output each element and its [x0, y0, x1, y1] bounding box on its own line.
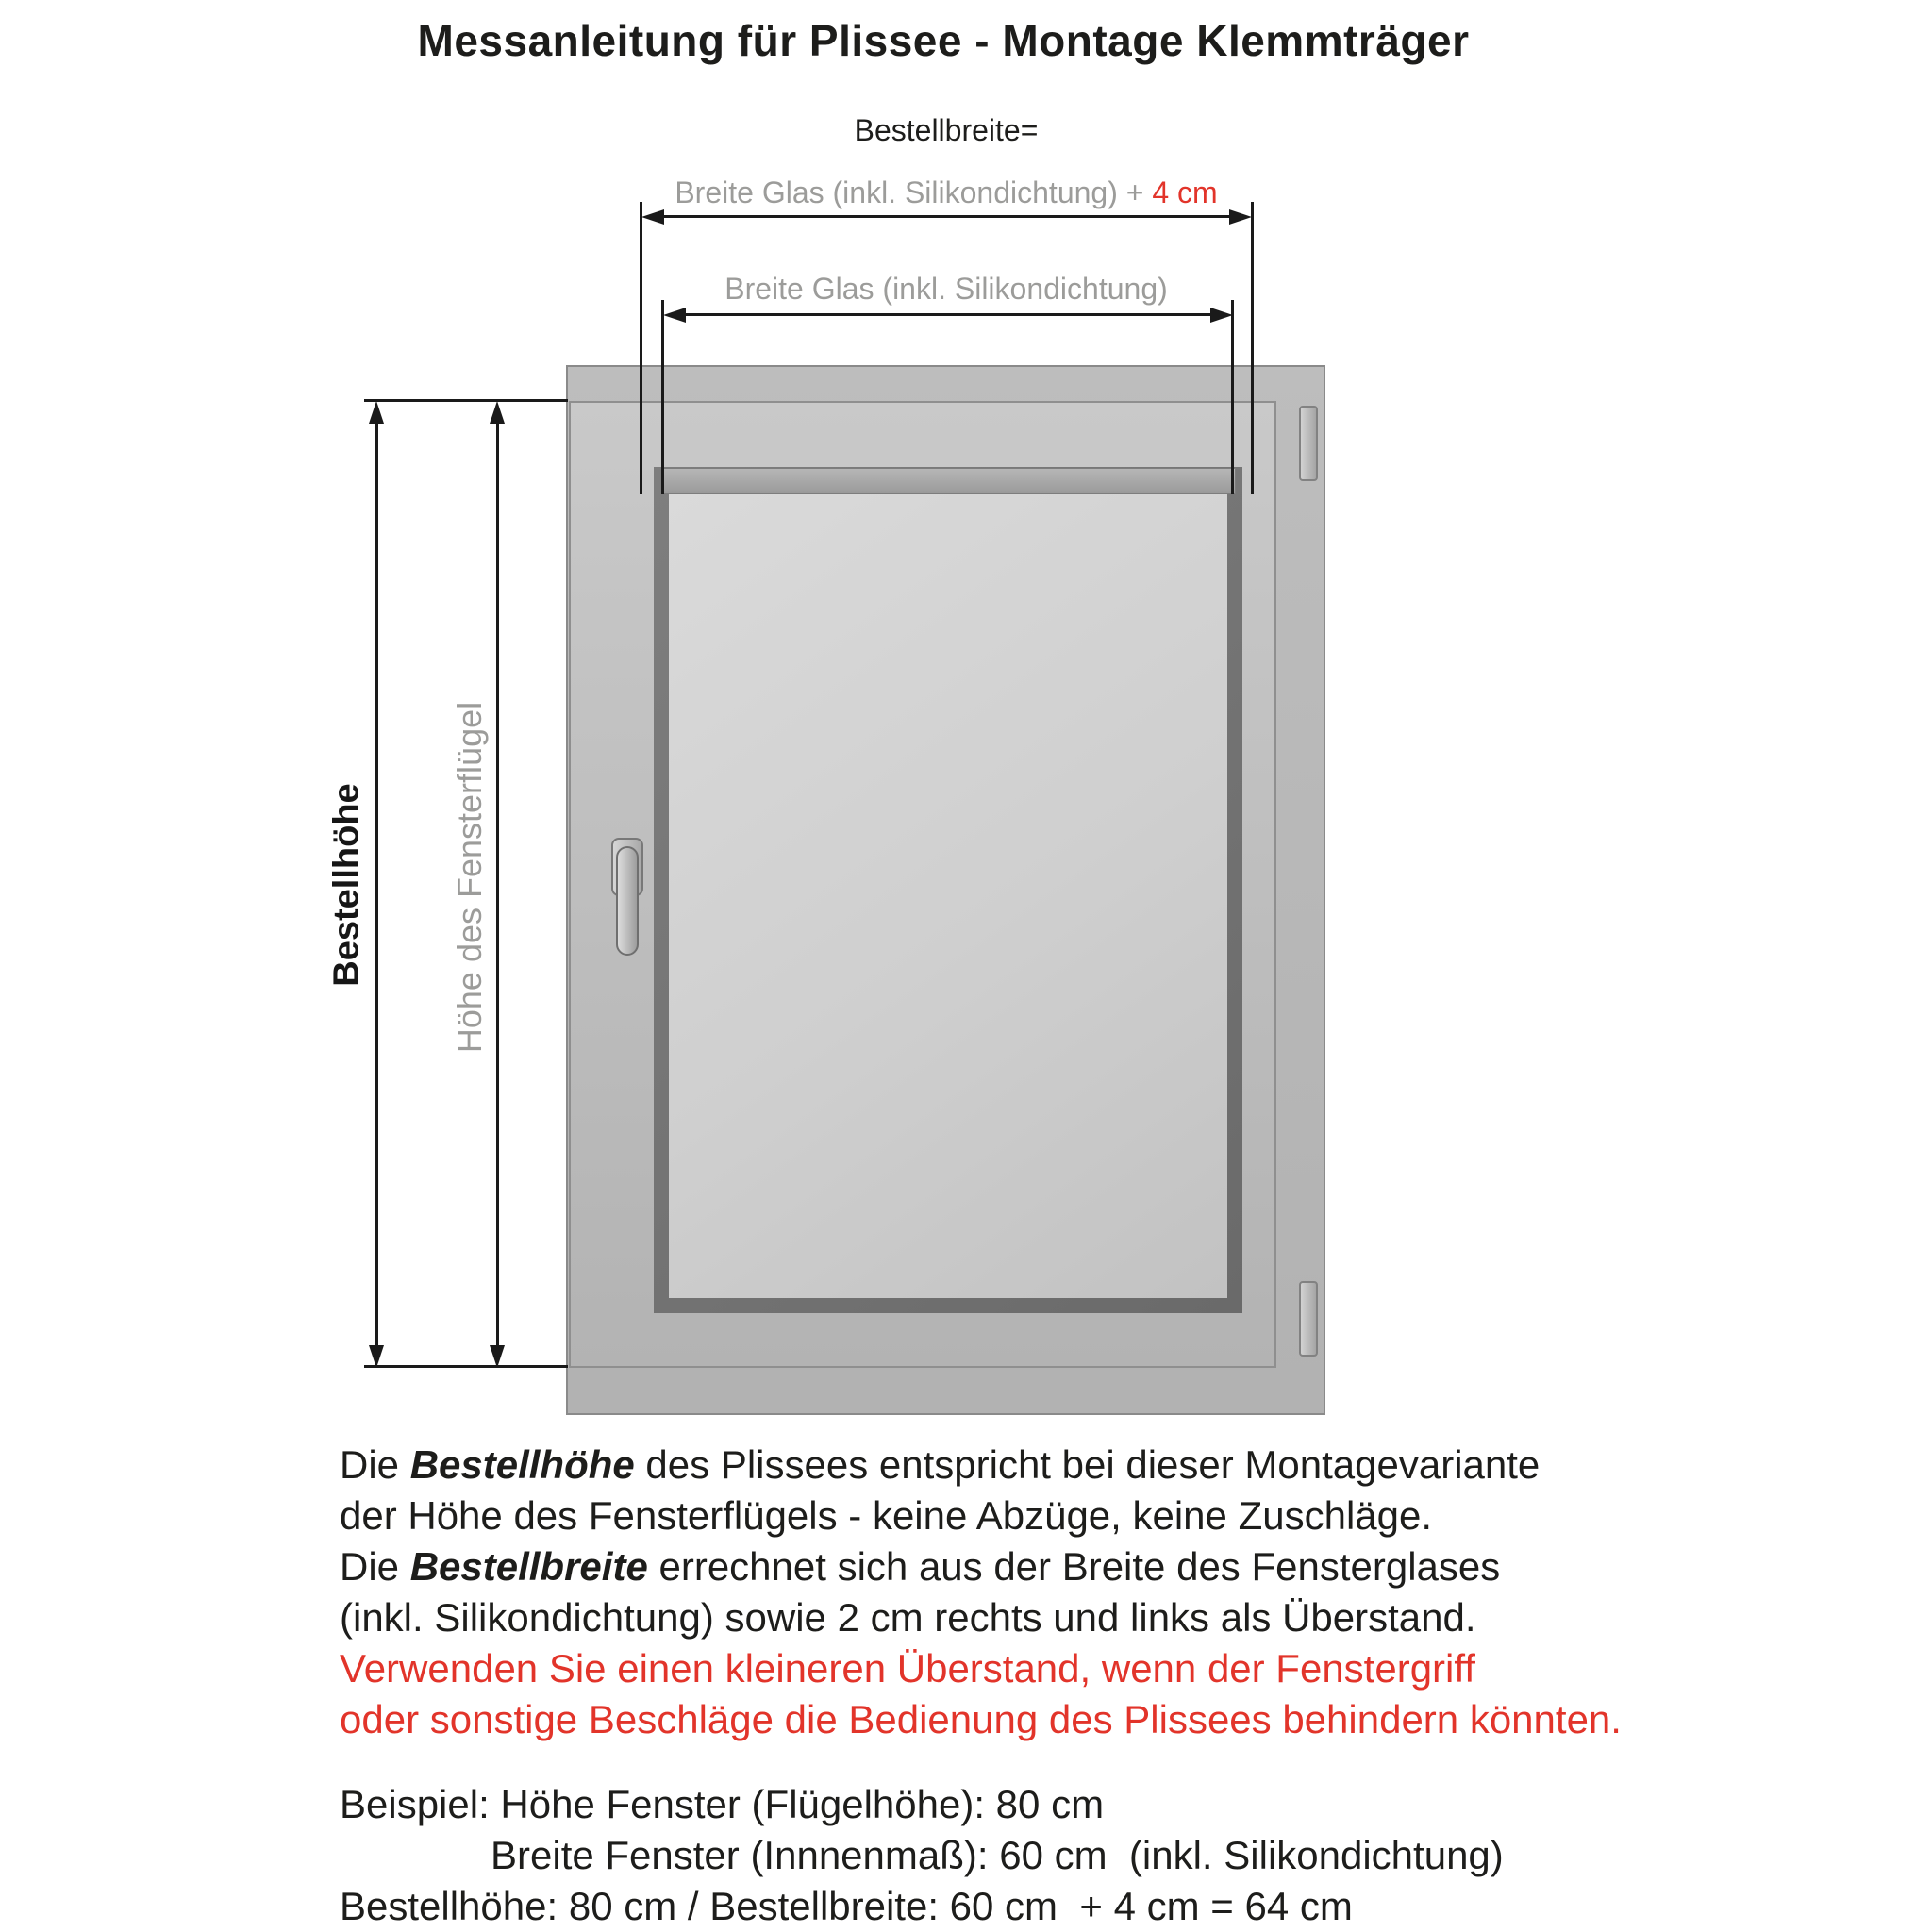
glass-width-arrowhead-right	[1210, 308, 1233, 323]
window-glass	[669, 482, 1227, 1298]
window-hinge-top	[1299, 406, 1318, 481]
width-extension-line-outer-right	[1251, 202, 1254, 494]
desc-line-3-rest: errechnet sich aus der Breite des Fensterglases	[647, 1544, 1501, 1589]
plissee-top-rail	[660, 468, 1236, 494]
desc-line-1-prefix: Die	[340, 1442, 410, 1487]
glass-width-label: Breite Glas (inkl. Silikondichtung)	[724, 272, 1168, 306]
order-height-arrowhead-top	[369, 401, 384, 424]
order-width-arrowhead-left	[641, 209, 664, 225]
sash-height-arrowhead-top	[490, 401, 505, 424]
order-width-label: Bestellbreite=	[854, 113, 1039, 147]
desc-line-3-prefix: Die	[340, 1544, 410, 1589]
glass-bead	[654, 467, 1242, 1313]
width-extension-line-outer-left	[640, 202, 642, 494]
order-width-arrowhead-right	[1229, 209, 1252, 225]
warning-line-2: oder sonstige Beschläge die Bedienung des Plissees behindern könnten.	[340, 1697, 1622, 1741]
desc-line-1	[340, 1440, 1622, 1491]
width-extension-line-inner-left	[661, 300, 664, 494]
page-title: Messanleitung für Plissee - Montage Klemmträger	[417, 16, 1470, 65]
window-hinge-bottom	[1299, 1281, 1318, 1357]
glass-width-dimension-line	[684, 313, 1210, 316]
order-width-formula	[472, 175, 1421, 210]
glass-width-arrowhead-left	[663, 308, 686, 323]
window-sash	[569, 401, 1276, 1368]
example-line-3: Bestellhöhe: 80 cm / Bestellbreite: 60 cm + 4 cm = 64 cm	[340, 1884, 1353, 1928]
order-height-label-text: Bestellhöhe	[326, 783, 367, 987]
sash-height-arrowhead-bottom	[490, 1345, 505, 1368]
width-extension-line-inner-right	[1231, 300, 1234, 494]
sash-height-dimension-line	[496, 418, 499, 1348]
height-extension-line-bottom	[364, 1365, 568, 1368]
order-width-dimension-line	[662, 215, 1231, 218]
example-line-1: Beispiel: Höhe Fenster (Flügelhöhe): 80 cm	[340, 1782, 1105, 1826]
height-extension-line-top	[364, 399, 568, 402]
example-line-2: Breite Fenster (Innnenmaß): 60 cm (inkl. Silikondichtung)	[491, 1833, 1504, 1877]
order-width-formula-red-text: 4 cm	[1152, 175, 1218, 209]
order-width-formula-gray-text: Breite Glas (inkl. Silikondichtung) +	[675, 175, 1153, 209]
desc-line-4: (inkl. Silikondichtung) sowie 2 cm rechts und links als Überstand.	[340, 1595, 1476, 1640]
desc-line-3	[340, 1541, 1622, 1592]
window-handle	[616, 846, 639, 956]
sash-height-label-text: Höhe des Fensterflügel	[450, 701, 489, 1054]
example-block	[340, 1779, 1504, 1932]
warning-line-1: Verwenden Sie einen kleineren Überstand, wenn der Fenstergriff	[340, 1646, 1475, 1690]
description-block	[340, 1440, 1622, 1745]
order-height-arrowhead-bottom	[369, 1345, 384, 1368]
desc-line-2: der Höhe des Fensterflügels - keine Abzüge, keine Zuschläge.	[340, 1493, 1433, 1538]
desc-line-1-rest: des Plissees entspricht bei dieser Montagevariante	[634, 1442, 1541, 1487]
desc-line-3-term: Bestellbreite	[409, 1544, 648, 1589]
window-frame	[566, 365, 1325, 1415]
order-height-dimension-line	[375, 418, 378, 1348]
desc-line-1-term: Bestellhöhe	[409, 1442, 635, 1487]
